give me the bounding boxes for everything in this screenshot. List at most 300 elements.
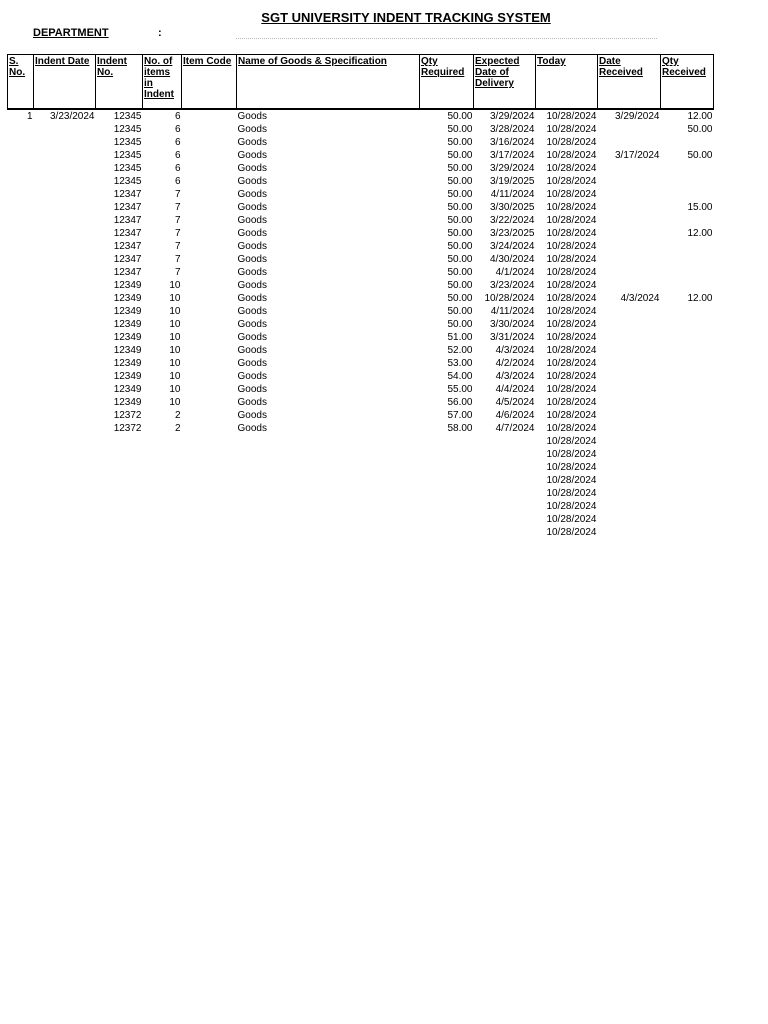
- cell-qty-received: [661, 422, 714, 435]
- cell-indent-date: [34, 149, 96, 162]
- cell-qty-required: 58.00: [447, 423, 473, 434]
- department-value-line: [236, 38, 657, 39]
- cell-sno: [8, 526, 34, 539]
- cell-num-items: 6: [174, 137, 181, 148]
- cell-indent-no: 12349: [113, 345, 142, 356]
- cell-item-code: [182, 474, 237, 487]
- cell-expected-date: [474, 500, 536, 513]
- cell-date-received: [598, 435, 661, 448]
- cell-date-received: [598, 422, 661, 435]
- cell-date-received: [598, 136, 661, 149]
- cell-num-items: 10: [169, 397, 181, 408]
- cell-num-items: 10: [169, 345, 181, 356]
- cell-indent-no: 12372: [113, 423, 142, 434]
- cell-date-received: [598, 500, 661, 513]
- cell-sno: [8, 370, 34, 383]
- cell-item-code: [182, 409, 237, 422]
- cell-date-received: [598, 175, 661, 188]
- cell-qty-required: 50.00: [447, 111, 473, 122]
- cell-today: 10/28/2024: [546, 423, 597, 434]
- cell-today: 10/28/2024: [546, 215, 597, 226]
- table-row: [8, 266, 714, 279]
- header-qty-required: Qty Required: [420, 55, 474, 110]
- cell-date-received: 3/29/2024: [615, 111, 660, 122]
- cell-num-items: 7: [174, 267, 181, 278]
- cell-qty-received: [661, 357, 714, 370]
- cell-today: 10/28/2024: [546, 241, 597, 252]
- cell-indent-date: [34, 474, 96, 487]
- cell-num-items: 7: [174, 202, 181, 213]
- cell-num-items: [143, 448, 182, 461]
- cell-num-items: 6: [174, 111, 181, 122]
- cell-date-received: [598, 526, 661, 539]
- table-row: [8, 253, 714, 266]
- cell-num-items: 10: [169, 293, 181, 304]
- cell-item-code: [182, 253, 237, 266]
- cell-indent-date: [34, 422, 96, 435]
- cell-today: 10/28/2024: [546, 163, 597, 174]
- cell-goods: Goods: [237, 189, 267, 200]
- cell-date-received: [598, 513, 661, 526]
- cell-indent-no: 12349: [113, 332, 142, 343]
- cell-date-received: [598, 344, 661, 357]
- cell-qty-received: [661, 175, 714, 188]
- cell-indent-date: [34, 136, 96, 149]
- cell-goods: [237, 513, 420, 526]
- cell-qty-received: [661, 461, 714, 474]
- cell-indent-no: 12345: [113, 137, 142, 148]
- cell-date-received: [598, 279, 661, 292]
- table-body: [8, 109, 714, 539]
- table-row: [8, 461, 714, 474]
- table-row: [8, 344, 714, 357]
- cell-today: 10/28/2024: [546, 410, 597, 421]
- cell-qty-received: [661, 500, 714, 513]
- cell-date-received: [598, 123, 661, 136]
- cell-goods: [237, 461, 420, 474]
- cell-today: 10/28/2024: [546, 254, 597, 265]
- cell-num-items: 2: [174, 410, 181, 421]
- cell-date-received: [598, 201, 661, 214]
- cell-goods: Goods: [237, 163, 267, 174]
- cell-date-received: [598, 357, 661, 370]
- table-row: [8, 474, 714, 487]
- indent-table: [7, 54, 714, 539]
- cell-item-code: [182, 461, 237, 474]
- cell-today: 10/28/2024: [546, 358, 597, 369]
- cell-today: 10/28/2024: [546, 267, 597, 278]
- cell-indent-date: [34, 227, 96, 240]
- cell-qty-required: 50.00: [447, 319, 473, 330]
- table-row: [8, 149, 714, 162]
- cell-item-code: [182, 162, 237, 175]
- cell-item-code: [182, 149, 237, 162]
- cell-date-received: 4/3/2024: [620, 293, 660, 304]
- cell-indent-date: [34, 292, 96, 305]
- cell-qty-required: 51.00: [447, 332, 473, 343]
- cell-item-code: [182, 227, 237, 240]
- cell-expected-date: 4/3/2024: [495, 371, 535, 382]
- cell-expected-date: 3/24/2024: [490, 241, 535, 252]
- header-row: [8, 55, 714, 110]
- cell-indent-no: 12349: [113, 293, 142, 304]
- cell-qty-received: [661, 487, 714, 500]
- cell-qty-required: 50.00: [447, 293, 473, 304]
- cell-indent-date: [34, 331, 96, 344]
- cell-today: 10/28/2024: [546, 514, 597, 525]
- cell-qty-received: [661, 240, 714, 253]
- cell-date-received: [598, 188, 661, 201]
- cell-goods: [237, 435, 420, 448]
- cell-expected-date: 3/28/2024: [490, 124, 535, 135]
- cell-num-items: [143, 474, 182, 487]
- cell-indent-date: [34, 162, 96, 175]
- cell-num-items: 7: [174, 254, 181, 265]
- table-row: [8, 370, 714, 383]
- cell-sno: [8, 214, 34, 227]
- cell-today: 10/28/2024: [546, 436, 597, 447]
- cell-indent-no: 12347: [113, 267, 142, 278]
- cell-indent-no: [96, 487, 143, 500]
- cell-expected-date: 3/29/2024: [490, 163, 535, 174]
- cell-num-items: 7: [174, 189, 181, 200]
- cell-item-code: [182, 136, 237, 149]
- cell-item-code: [182, 109, 237, 123]
- cell-indent-no: 12347: [113, 254, 142, 265]
- cell-item-code: [182, 357, 237, 370]
- cell-indent-no: 12349: [113, 397, 142, 408]
- cell-num-items: 6: [174, 150, 181, 161]
- cell-goods: Goods: [237, 254, 267, 265]
- cell-num-items: 7: [174, 241, 181, 252]
- table-row: [8, 240, 714, 253]
- header-indent-date: Indent Date: [34, 55, 96, 110]
- cell-qty-received: 15.00: [687, 202, 713, 213]
- cell-qty-required: 52.00: [447, 345, 473, 356]
- table-row: [8, 396, 714, 409]
- cell-today: 10/28/2024: [546, 150, 597, 161]
- cell-qty-required: 56.00: [447, 397, 473, 408]
- cell-item-code: [182, 201, 237, 214]
- cell-qty-received: [661, 214, 714, 227]
- cell-indent-no: 12347: [113, 189, 142, 200]
- table-row: [8, 227, 714, 240]
- cell-qty-received: 50.00: [687, 150, 713, 161]
- cell-qty-required: 57.00: [447, 410, 473, 421]
- cell-qty-received: [661, 162, 714, 175]
- cell-sno: [8, 201, 34, 214]
- cell-today: 10/28/2024: [546, 189, 597, 200]
- cell-item-code: [182, 344, 237, 357]
- cell-qty-required: [420, 474, 474, 487]
- header-expected-date: Expected Date of Delivery: [474, 55, 536, 110]
- cell-date-received: [598, 305, 661, 318]
- cell-item-code: [182, 435, 237, 448]
- cell-indent-no: 12347: [113, 202, 142, 213]
- cell-num-items: 6: [174, 124, 181, 135]
- cell-goods: Goods: [237, 423, 267, 434]
- cell-goods: Goods: [237, 267, 267, 278]
- cell-sno: 1: [26, 111, 33, 122]
- header-sno: S. No.: [8, 55, 34, 110]
- table-row: [8, 331, 714, 344]
- table-header: [8, 55, 714, 110]
- department-label: DEPARTMENT: [33, 27, 109, 39]
- cell-indent-date: [34, 500, 96, 513]
- table-row: [8, 201, 714, 214]
- cell-today: 10/28/2024: [546, 176, 597, 187]
- cell-goods: Goods: [237, 306, 267, 317]
- cell-date-received: 3/17/2024: [615, 150, 660, 161]
- cell-goods: Goods: [237, 410, 267, 421]
- cell-indent-date: [34, 214, 96, 227]
- cell-goods: Goods: [237, 358, 267, 369]
- cell-sno: [8, 162, 34, 175]
- cell-item-code: [182, 318, 237, 331]
- cell-num-items: 6: [174, 163, 181, 174]
- cell-qty-required: 50.00: [447, 202, 473, 213]
- cell-indent-no: 12372: [113, 410, 142, 421]
- table-row: [8, 214, 714, 227]
- cell-qty-required: [420, 500, 474, 513]
- cell-sno: [8, 175, 34, 188]
- cell-qty-required: 50.00: [447, 163, 473, 174]
- cell-qty-received: [661, 136, 714, 149]
- header-indent-no: Indent No.: [96, 55, 143, 110]
- table-row: [8, 292, 714, 305]
- cell-indent-date: [34, 123, 96, 136]
- cell-expected-date: 3/30/2024: [490, 319, 535, 330]
- cell-indent-date: [34, 240, 96, 253]
- cell-qty-received: [661, 318, 714, 331]
- cell-date-received: [598, 448, 661, 461]
- cell-indent-no: [96, 526, 143, 539]
- cell-expected-date: 4/7/2024: [495, 423, 535, 434]
- cell-indent-no: 12345: [113, 150, 142, 161]
- cell-today: 10/28/2024: [546, 293, 597, 304]
- cell-goods: [237, 448, 420, 461]
- cell-qty-received: 12.00: [687, 111, 713, 122]
- table-row: [8, 435, 714, 448]
- cell-qty-required: 53.00: [447, 358, 473, 369]
- table-row: [8, 513, 714, 526]
- cell-sno: [8, 188, 34, 201]
- cell-goods: Goods: [237, 215, 267, 226]
- cell-sno: [8, 461, 34, 474]
- cell-date-received: [598, 331, 661, 344]
- cell-qty-required: 50.00: [447, 241, 473, 252]
- cell-today: 10/28/2024: [546, 384, 597, 395]
- cell-date-received: [598, 240, 661, 253]
- cell-sno: [8, 266, 34, 279]
- cell-indent-date: [34, 201, 96, 214]
- cell-num-items: 2: [174, 423, 181, 434]
- table-row: [8, 448, 714, 461]
- cell-qty-received: [661, 370, 714, 383]
- cell-num-items: [143, 435, 182, 448]
- cell-today: 10/28/2024: [546, 501, 597, 512]
- cell-sno: [8, 513, 34, 526]
- cell-qty-required: 50.00: [447, 280, 473, 291]
- cell-num-items: [143, 487, 182, 500]
- cell-date-received: [598, 318, 661, 331]
- cell-item-code: [182, 305, 237, 318]
- cell-qty-required: 50.00: [447, 189, 473, 200]
- cell-goods: Goods: [237, 397, 267, 408]
- table-row: [8, 357, 714, 370]
- cell-indent-date: [34, 266, 96, 279]
- cell-expected-date: [474, 487, 536, 500]
- cell-item-code: [182, 175, 237, 188]
- cell-sno: [8, 227, 34, 240]
- cell-date-received: [598, 162, 661, 175]
- cell-expected-date: 4/11/2024: [490, 189, 535, 200]
- cell-num-items: [143, 461, 182, 474]
- cell-goods: Goods: [237, 293, 267, 304]
- cell-item-code: [182, 422, 237, 435]
- cell-expected-date: [474, 513, 536, 526]
- cell-item-code: [182, 383, 237, 396]
- cell-qty-received: [661, 266, 714, 279]
- cell-indent-date: [34, 409, 96, 422]
- header-num-items: No. of items in Indent: [143, 55, 182, 110]
- cell-sno: [8, 383, 34, 396]
- cell-today: 10/28/2024: [546, 202, 597, 213]
- cell-today: 10/28/2024: [546, 488, 597, 499]
- cell-expected-date: [474, 448, 536, 461]
- cell-indent-no: [96, 474, 143, 487]
- cell-expected-date: 3/17/2024: [490, 150, 535, 161]
- cell-num-items: 10: [169, 280, 181, 291]
- cell-sno: [8, 331, 34, 344]
- cell-sno: [8, 448, 34, 461]
- cell-indent-no: 12349: [113, 371, 142, 382]
- cell-qty-received: [661, 513, 714, 526]
- cell-indent-date: [34, 253, 96, 266]
- cell-qty-required: 50.00: [447, 254, 473, 265]
- cell-expected-date: 4/2/2024: [495, 358, 535, 369]
- cell-expected-date: 4/6/2024: [495, 410, 535, 421]
- cell-goods: Goods: [237, 280, 267, 291]
- table-row: [8, 175, 714, 188]
- cell-today: 10/28/2024: [546, 332, 597, 343]
- cell-indent-date: [34, 279, 96, 292]
- cell-expected-date: 3/23/2024: [490, 280, 535, 291]
- table-row: [8, 383, 714, 396]
- cell-indent-date: 3/23/2024: [50, 111, 95, 122]
- cell-indent-date: [34, 526, 96, 539]
- cell-goods: [237, 474, 420, 487]
- cell-indent-date: [34, 396, 96, 409]
- cell-expected-date: 4/3/2024: [495, 345, 535, 356]
- cell-num-items: 10: [169, 306, 181, 317]
- table-row: [8, 136, 714, 149]
- cell-qty-required: 50.00: [447, 176, 473, 187]
- cell-num-items: 10: [169, 371, 181, 382]
- cell-qty-required: 50.00: [447, 150, 473, 161]
- cell-date-received: [598, 409, 661, 422]
- cell-sno: [8, 357, 34, 370]
- cell-sno: [8, 240, 34, 253]
- cell-item-code: [182, 448, 237, 461]
- cell-sno: [8, 396, 34, 409]
- cell-qty-received: [661, 383, 714, 396]
- cell-sno: [8, 279, 34, 292]
- cell-today: 10/28/2024: [546, 527, 597, 538]
- cell-indent-no: 12345: [113, 124, 142, 135]
- cell-qty-received: [661, 435, 714, 448]
- header-today: Today: [536, 55, 598, 110]
- cell-indent-no: 12349: [113, 280, 142, 291]
- cell-item-code: [182, 331, 237, 344]
- cell-qty-received: 50.00: [687, 124, 713, 135]
- cell-item-code: [182, 513, 237, 526]
- cell-date-received: [598, 487, 661, 500]
- table-row: [8, 526, 714, 539]
- cell-qty-received: [661, 305, 714, 318]
- cell-sno: [8, 136, 34, 149]
- cell-today: 10/28/2024: [546, 306, 597, 317]
- cell-goods: Goods: [237, 384, 267, 395]
- table-row: [8, 162, 714, 175]
- cell-indent-date: [34, 461, 96, 474]
- cell-qty-required: [420, 461, 474, 474]
- cell-indent-no: 12345: [113, 163, 142, 174]
- cell-indent-date: [34, 513, 96, 526]
- table-row: [8, 487, 714, 500]
- cell-indent-date: [34, 188, 96, 201]
- table-row: [8, 109, 714, 123]
- cell-goods: Goods: [237, 371, 267, 382]
- cell-qty-required: [420, 435, 474, 448]
- cell-indent-no: [96, 461, 143, 474]
- cell-num-items: 6: [174, 176, 181, 187]
- cell-expected-date: [474, 435, 536, 448]
- cell-indent-no: [96, 500, 143, 513]
- cell-num-items: 7: [174, 215, 181, 226]
- cell-goods: Goods: [237, 345, 267, 356]
- cell-goods: Goods: [237, 332, 267, 343]
- cell-indent-no: [96, 513, 143, 526]
- cell-sno: [8, 123, 34, 136]
- cell-qty-received: [661, 526, 714, 539]
- cell-indent-date: [34, 175, 96, 188]
- cell-expected-date: 3/31/2024: [490, 332, 535, 343]
- cell-expected-date: [474, 461, 536, 474]
- cell-expected-date: 3/22/2024: [490, 215, 535, 226]
- cell-expected-date: 4/4/2024: [495, 384, 535, 395]
- cell-expected-date: [474, 526, 536, 539]
- cell-qty-required: 50.00: [447, 137, 473, 148]
- cell-num-items: 10: [169, 332, 181, 343]
- cell-sno: [8, 409, 34, 422]
- cell-today: 10/28/2024: [546, 137, 597, 148]
- cell-date-received: [598, 383, 661, 396]
- table-row: [8, 318, 714, 331]
- cell-expected-date: 3/30/2025: [490, 202, 535, 213]
- cell-expected-date: 4/30/2024: [490, 254, 535, 265]
- cell-sno: [8, 500, 34, 513]
- cell-item-code: [182, 487, 237, 500]
- cell-indent-no: 12349: [113, 358, 142, 369]
- cell-today: 10/28/2024: [546, 280, 597, 291]
- cell-goods: [237, 526, 420, 539]
- cell-item-code: [182, 279, 237, 292]
- cell-num-items: 10: [169, 358, 181, 369]
- cell-qty-required: [420, 487, 474, 500]
- cell-date-received: [598, 474, 661, 487]
- table-row: [8, 500, 714, 513]
